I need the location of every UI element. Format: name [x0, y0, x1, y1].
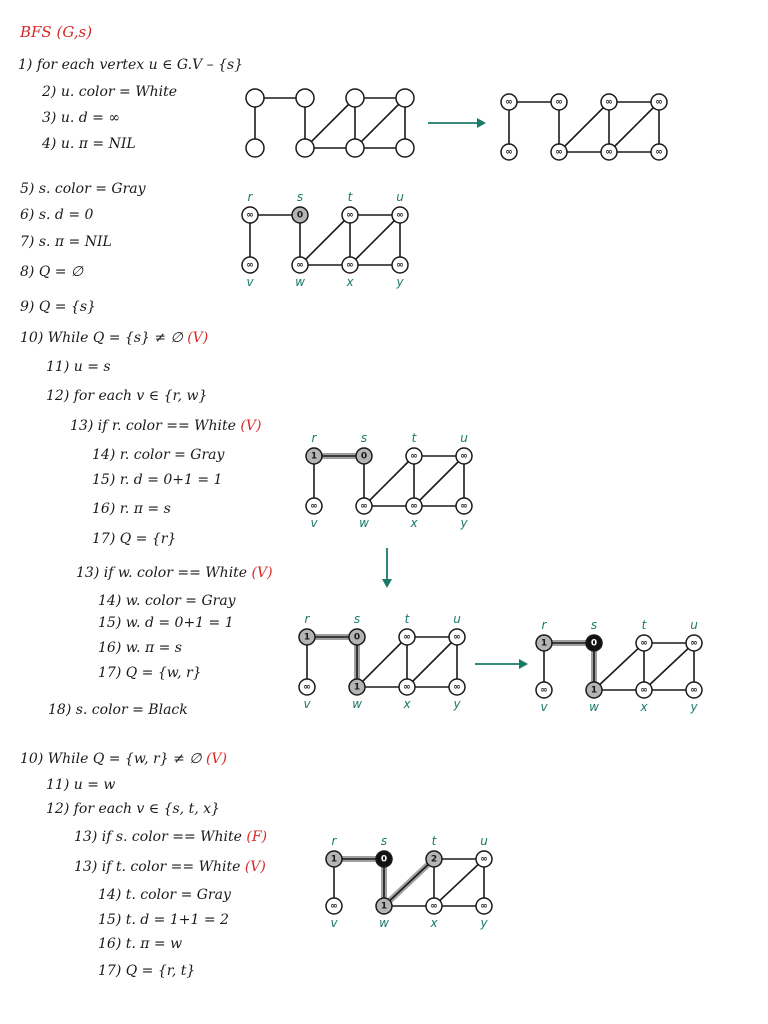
code-line: 12) for each v ∈ {s, t, x}	[46, 801, 220, 817]
code-line: 4) u. π = NIL	[42, 136, 136, 152]
vertex-label: w	[352, 697, 362, 711]
vertex-w	[296, 139, 314, 157]
distance-label: 1	[540, 638, 548, 649]
code-line: 6) s. d = 0	[20, 207, 94, 223]
vertex-label: s	[590, 618, 598, 632]
code-line: 7) s. π = NIL	[20, 234, 112, 250]
vertex-label: v	[303, 697, 311, 711]
distance-label: ∞	[303, 682, 311, 693]
distance-label: ∞	[640, 685, 648, 696]
code-line: 13) if s. color == White (F)	[74, 829, 268, 845]
graph-r-discovered	[310, 431, 468, 530]
graph-edge	[300, 215, 350, 265]
code-line: 17) Q = {w, r}	[98, 665, 202, 681]
vertex-r	[246, 89, 264, 107]
vertex-label: u	[690, 618, 698, 632]
vertex-label: u	[453, 612, 461, 626]
distance-label: ∞	[346, 210, 354, 221]
code-line: 10) While Q = {s} ≠ ∅ (V)	[20, 330, 209, 346]
distance-label: 2	[430, 854, 438, 865]
vertex-u	[396, 89, 414, 107]
distance-label: 1	[330, 854, 338, 865]
code-line: 14) r. color = Gray	[92, 447, 225, 463]
distance-label: ∞	[430, 901, 438, 912]
distance-label: 0	[296, 210, 304, 221]
distance-label: ∞	[330, 901, 338, 912]
vertex-label: s	[380, 834, 388, 848]
vertex-label: u	[460, 431, 468, 445]
code-line: 13) if w. color == White (V)	[76, 565, 273, 581]
vertex-label: u	[396, 190, 404, 204]
vertex-label: r	[304, 612, 310, 626]
code-line: 13) if t. color == White (V)	[74, 859, 266, 875]
vertex-y	[396, 139, 414, 157]
vertex-label: y	[480, 916, 488, 930]
check-mark-true: (V)	[244, 859, 266, 875]
code-line: 14) t. color = Gray	[98, 887, 231, 903]
vertex-label: r	[331, 834, 337, 848]
distance-label: 0	[360, 451, 368, 462]
code-line: 16) r. π = s	[92, 501, 171, 517]
code-line: 18) s. color = Black	[48, 702, 188, 718]
distance-label: ∞	[690, 638, 698, 649]
vertex-label: y	[460, 516, 468, 530]
graph-edge	[355, 98, 405, 148]
graph-edge	[350, 215, 400, 265]
vertex-label: s	[353, 612, 361, 626]
code-line: 11) u = s	[46, 359, 111, 375]
graph-initialized-infinity	[505, 97, 663, 158]
vertex-label: s	[296, 190, 304, 204]
distance-label: ∞	[246, 210, 254, 221]
vertex-s	[296, 89, 314, 107]
distance-label: ∞	[453, 632, 461, 643]
vertex-label: x	[640, 700, 648, 714]
vertex-label: t	[347, 190, 353, 204]
distance-label: ∞	[480, 901, 488, 912]
vertex-label: r	[247, 190, 253, 204]
distance-label: 0	[380, 854, 388, 865]
vertex-label: r	[541, 618, 547, 632]
code-line: 15) r. d = 0+1 = 1	[92, 472, 223, 488]
distance-label: ∞	[605, 97, 613, 108]
graph-s-blackened	[540, 618, 698, 714]
code-line: 17) Q = {r, t}	[98, 963, 196, 979]
vertex-t	[346, 89, 364, 107]
distance-label: ∞	[540, 685, 548, 696]
vertex-label: x	[410, 516, 418, 530]
vertex-label: v	[330, 916, 338, 930]
vertex-label: y	[396, 275, 404, 289]
vertex-label: v	[540, 700, 548, 714]
distance-label: ∞	[640, 638, 648, 649]
code-line: 11) u = w	[46, 777, 116, 793]
code-line: 1) for each vertex u ∈ G.V – {s}	[18, 57, 244, 73]
distance-label: ∞	[246, 260, 254, 271]
vertex-label: w	[379, 916, 389, 930]
graph-w-discovered	[303, 612, 461, 711]
vertex-label: y	[690, 700, 698, 714]
distance-label: ∞	[410, 501, 418, 512]
distance-label: ∞	[310, 501, 318, 512]
distance-label: ∞	[360, 501, 368, 512]
algorithm-title: BFS (G,s)	[20, 23, 93, 41]
distance-label: 1	[590, 685, 598, 696]
vertex-label: v	[246, 275, 254, 289]
graph-edge	[414, 456, 464, 506]
vertex-label: t	[404, 612, 410, 626]
graph-initial	[255, 98, 405, 148]
distance-label: ∞	[655, 147, 663, 158]
vertex-v	[246, 139, 264, 157]
distance-label: 1	[303, 632, 311, 643]
vertex-label: s	[360, 431, 368, 445]
code-line: 14) w. color = Gray	[98, 593, 236, 609]
distance-label: 1	[353, 682, 361, 693]
code-line: 15) w. d = 0+1 = 1	[98, 615, 234, 631]
code-line: 10) While Q = {w, r} ≠ ∅ (V)	[20, 751, 227, 767]
distance-label: ∞	[505, 97, 513, 108]
vertex-label: x	[346, 275, 354, 289]
distance-label: ∞	[453, 682, 461, 693]
vertex-label: w	[359, 516, 369, 530]
code-line: 5) s. color = Gray	[20, 181, 146, 197]
graph-edge	[594, 643, 644, 690]
vertex-label: x	[403, 697, 411, 711]
code-line: 9) Q = {s}	[20, 299, 96, 315]
distance-label: 0	[353, 632, 361, 643]
vertex-label: t	[411, 431, 417, 445]
code-line: 2) u. color = White	[42, 84, 178, 100]
distance-label: ∞	[403, 682, 411, 693]
vertex-label: u	[480, 834, 488, 848]
distance-label: 1	[380, 901, 388, 912]
distance-label: ∞	[690, 685, 698, 696]
distance-label: ∞	[396, 260, 404, 271]
distance-label: ∞	[605, 147, 613, 158]
distance-label: ∞	[410, 451, 418, 462]
vertex-label: v	[310, 516, 318, 530]
distance-label: ∞	[480, 854, 488, 865]
distance-label: 1	[310, 451, 318, 462]
vertex-label: r	[311, 431, 317, 445]
distance-label: ∞	[460, 501, 468, 512]
graph-edge	[559, 102, 609, 152]
vertex-label: w	[589, 700, 599, 714]
graph-edge	[364, 456, 414, 506]
distance-label: ∞	[555, 147, 563, 158]
code-line: 16) t. π = w	[98, 936, 183, 952]
graph-edge	[609, 102, 659, 152]
check-mark-true: (V)	[240, 418, 262, 434]
graph-edge	[384, 859, 434, 906]
graph-edge	[434, 859, 484, 906]
arrow-right-icon	[473, 655, 531, 673]
vertex-label: t	[431, 834, 437, 848]
code-line: 17) Q = {r}	[92, 531, 177, 547]
vertex-label: t	[641, 618, 647, 632]
graph-edge	[305, 98, 355, 148]
vertex-label: y	[453, 697, 461, 711]
code-line: 15) t. d = 1+1 = 2	[98, 912, 229, 928]
arrow-right-icon	[426, 114, 488, 132]
graph-edge	[357, 637, 407, 687]
check-mark-true: (V)	[251, 565, 273, 581]
distance-label: ∞	[655, 97, 663, 108]
arrow-down-icon	[378, 546, 396, 591]
distance-label: ∞	[296, 260, 304, 271]
vertex-label: x	[430, 916, 438, 930]
code-line: 3) u. d = ∞	[42, 110, 120, 126]
code-line: 12) for each v ∈ {r, w}	[46, 388, 208, 404]
code-line: 13) if r. color == White (V)	[70, 418, 262, 434]
check-mark-true: (V)	[205, 751, 227, 767]
graph-edge	[644, 643, 694, 690]
distance-label: 0	[590, 638, 598, 649]
check-mark-false: (F)	[246, 829, 268, 845]
code-line: 16) w. π = s	[98, 640, 182, 656]
vertex-label: w	[295, 275, 305, 289]
graph-source-gray	[246, 190, 404, 289]
graph-t-discovered	[330, 834, 488, 930]
distance-label: ∞	[403, 632, 411, 643]
distance-label: ∞	[505, 147, 513, 158]
distance-label: ∞	[555, 97, 563, 108]
distance-label: ∞	[460, 451, 468, 462]
distance-label: ∞	[346, 260, 354, 271]
distance-label: ∞	[396, 210, 404, 221]
code-line: 8) Q = ∅	[20, 264, 84, 280]
graph-edge	[407, 637, 457, 687]
check-mark-true: (V)	[187, 330, 209, 346]
vertex-x	[346, 139, 364, 157]
